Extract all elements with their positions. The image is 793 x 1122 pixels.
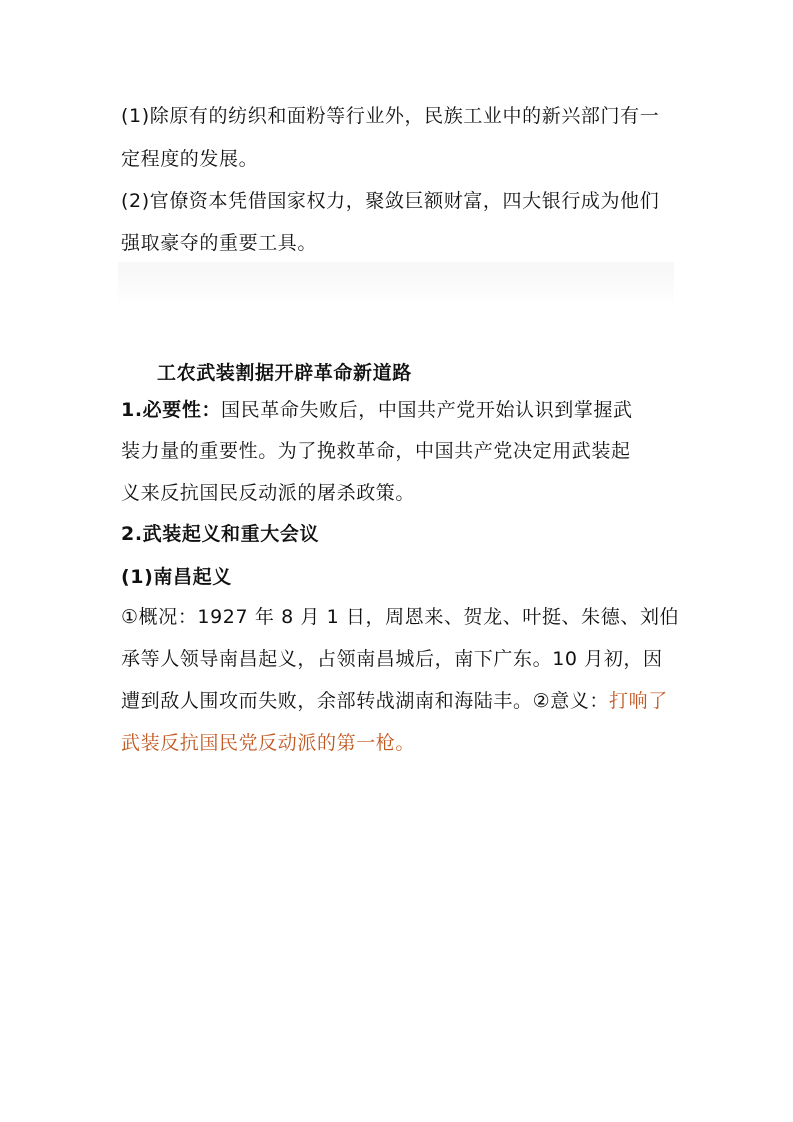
section-heading: 工农武装割据开辟革命新道路 bbox=[157, 362, 412, 384]
necessity-text: 国民革命失败后，中国共产党开始认识到掌握武 bbox=[221, 399, 633, 421]
significance-highlight-1: 打响了 bbox=[609, 690, 668, 712]
item2-line2: 强取豪夺的重要工具。 bbox=[121, 232, 318, 254]
item1-line2: 定程度的发展。 bbox=[121, 148, 259, 170]
item1-line1: (1)除原有的纺织和面粉等行业外，民族工业中的新兴部门有一 bbox=[121, 105, 660, 127]
necessity-line3: 义来反抗国民反动派的屠杀政策。 bbox=[121, 482, 416, 504]
necessity-label: 1.必要性： bbox=[121, 399, 222, 421]
subheading-armed-uprisings: 2.武装起义和重大会议 bbox=[121, 523, 320, 545]
significance-highlight-2: 武装反抗国民党反动派的第一枪。 bbox=[121, 732, 416, 754]
item2-line1: (2)官僚资本凭借国家权力，聚敛巨额财富，四大银行成为他们 bbox=[121, 190, 660, 212]
necessity-line2: 装力量的重要性。为了挽救革命，中国共产党决定用武装起 bbox=[121, 440, 631, 462]
overview-line3 bbox=[121, 689, 681, 713]
subheading-nanchang-uprising: (1)南昌起义 bbox=[121, 566, 232, 588]
overview-line3-text: 遭到敌人围攻而失败，余部转战湖南和海陆丰。②意义： bbox=[121, 690, 610, 712]
overview-line1: ①概况：1927 年 8 月 1 日，周恩来、贺龙、叶挺、朱德、刘伯 bbox=[121, 606, 680, 628]
overview-line2: 承等人领导南昌起义，占领南昌城后，南下广东。10 月初，因 bbox=[121, 648, 663, 670]
shaded-gap bbox=[118, 262, 674, 306]
necessity-line1 bbox=[121, 398, 681, 422]
